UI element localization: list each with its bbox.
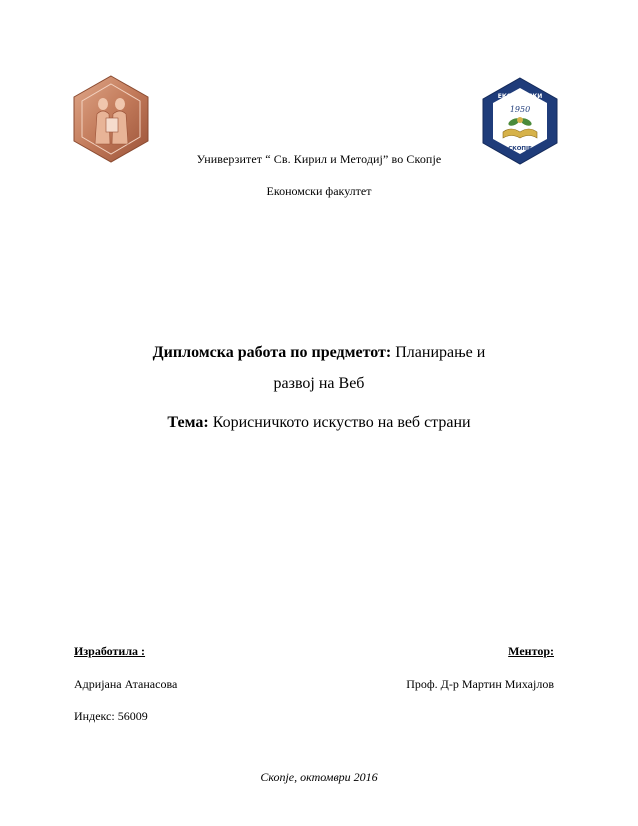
emblem-top-text: ЕКОНОМСКИ	[497, 93, 543, 100]
subject-part2: развој на Веб	[273, 375, 365, 392]
thesis-label: Дипломска работа по предметот:	[152, 344, 392, 361]
place-date: Скопје, октомври 2016	[260, 770, 378, 784]
topic-line	[0, 414, 638, 432]
student-index: Индекс: 56009	[74, 709, 148, 723]
mentor-label: Ментор:	[508, 644, 554, 658]
author-label: Изработила :	[74, 644, 146, 658]
thesis-title-line1	[0, 344, 638, 362]
subject-part1: Планирање и	[391, 344, 486, 361]
author-name: Адријана Атанасова	[74, 677, 178, 691]
university-name: Универзитет “ Св. Кирил и Методиј” во Скопје	[196, 152, 442, 166]
emblem-year: 1950	[509, 105, 531, 114]
topic-label: Тема:	[167, 414, 209, 431]
mentor-name: Проф. Д-р Мартин Михајлов	[406, 677, 554, 691]
emblem-bottom-text: СКОПЈЕ	[508, 146, 532, 152]
faculty-name: Економски факултет	[266, 184, 372, 198]
topic-value: Корисничкото искуство на веб страни	[208, 414, 471, 431]
ukim-seal-icon	[72, 74, 150, 164]
